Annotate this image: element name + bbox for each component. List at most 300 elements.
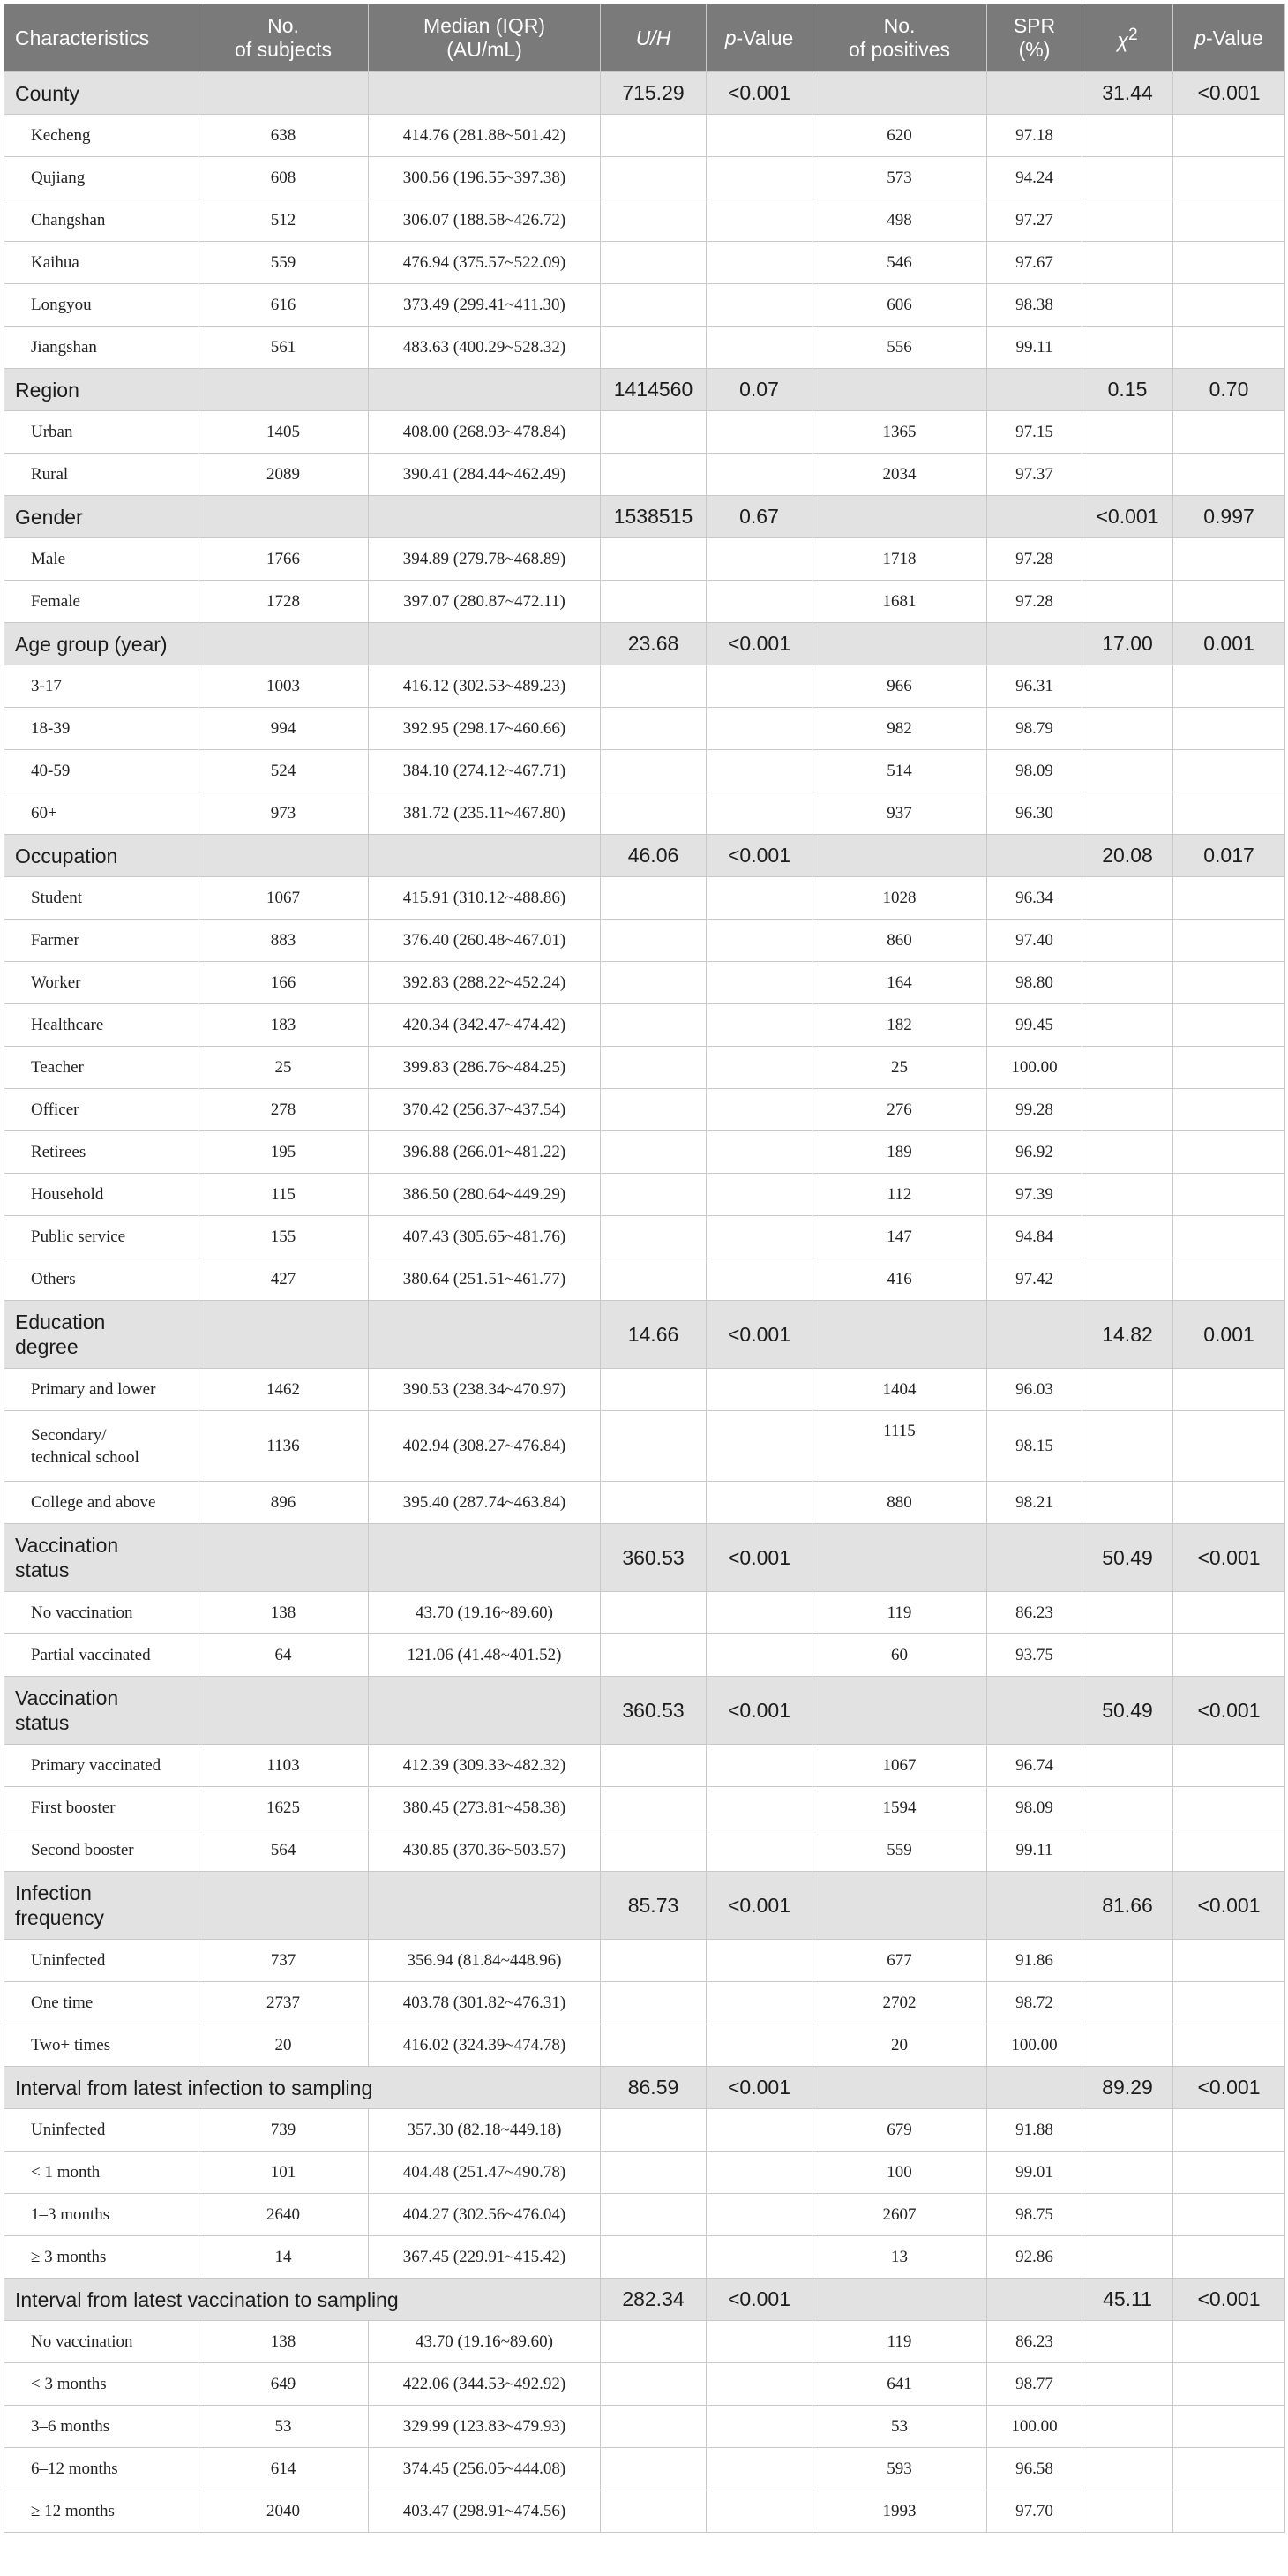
empty-cell bbox=[369, 72, 601, 115]
empty-cell bbox=[707, 115, 812, 157]
median-iqr: 384.10 (274.12~467.71) bbox=[369, 750, 601, 792]
positives-count: 606 bbox=[812, 284, 987, 327]
empty-cell bbox=[987, 1301, 1082, 1369]
row-label: Kaihua bbox=[4, 242, 198, 284]
p-value-2: <0.001 bbox=[1173, 72, 1285, 115]
empty-cell bbox=[707, 538, 812, 581]
positives-count: 25 bbox=[812, 1047, 987, 1089]
table-body bbox=[4, 72, 1285, 2533]
median-iqr: 404.27 (302.56~476.04) bbox=[369, 2194, 601, 2236]
category-name: Education degree bbox=[4, 1301, 198, 1369]
empty-cell bbox=[1082, 1089, 1173, 1131]
empty-cell bbox=[1082, 2024, 1173, 2067]
empty-cell bbox=[987, 496, 1082, 538]
empty-cell bbox=[1173, 1634, 1285, 1677]
row-label: < 1 month bbox=[4, 2152, 198, 2194]
empty-cell bbox=[601, 199, 707, 242]
empty-cell bbox=[1173, 2194, 1285, 2236]
subjects-count: 138 bbox=[198, 1592, 369, 1634]
empty-cell bbox=[1082, 1482, 1173, 1524]
table-row bbox=[4, 1829, 1285, 1872]
uh-value: 14.66 bbox=[601, 1301, 707, 1369]
row-label: Longyou bbox=[4, 284, 198, 327]
spr-value: 97.28 bbox=[987, 581, 1082, 623]
header-positives: No. of positives bbox=[812, 4, 987, 72]
spr-value: 97.42 bbox=[987, 1258, 1082, 1301]
category-name: Interval from latest vaccination to sampling bbox=[4, 2279, 601, 2321]
empty-cell bbox=[812, 1301, 987, 1369]
empty-cell bbox=[1173, 665, 1285, 708]
empty-cell bbox=[1173, 2363, 1285, 2406]
empty-cell bbox=[707, 454, 812, 496]
empty-cell bbox=[707, 2194, 812, 2236]
positives-count: 112 bbox=[812, 1174, 987, 1216]
empty-cell bbox=[601, 327, 707, 369]
empty-cell bbox=[601, 1634, 707, 1677]
empty-cell bbox=[707, 327, 812, 369]
row-label: Partial vaccinated bbox=[4, 1634, 198, 1677]
empty-cell bbox=[1082, 2236, 1173, 2279]
chi-square-value: 45.11 bbox=[1082, 2279, 1173, 2321]
empty-cell bbox=[1082, 2152, 1173, 2194]
category-name: Age group (year) bbox=[4, 623, 198, 665]
median-iqr: 43.70 (19.16~89.60) bbox=[369, 1592, 601, 1634]
category-row bbox=[4, 369, 1285, 411]
empty-cell bbox=[601, 284, 707, 327]
median-iqr: 380.64 (251.51~461.77) bbox=[369, 1258, 601, 1301]
median-iqr: 416.12 (302.53~489.23) bbox=[369, 665, 601, 708]
empty-cell bbox=[601, 665, 707, 708]
row-label: Qujiang bbox=[4, 157, 198, 199]
subjects-count: 278 bbox=[198, 1089, 369, 1131]
empty-cell bbox=[1082, 750, 1173, 792]
positives-count: 53 bbox=[812, 2406, 987, 2448]
empty-cell bbox=[1173, 242, 1285, 284]
chi-square-value: 50.49 bbox=[1082, 1524, 1173, 1592]
subjects-count: 115 bbox=[198, 1174, 369, 1216]
spr-value: 97.40 bbox=[987, 920, 1082, 962]
empty-cell bbox=[1173, 708, 1285, 750]
empty-cell bbox=[198, 72, 369, 115]
table-row bbox=[4, 1216, 1285, 1258]
table-row bbox=[4, 792, 1285, 835]
spr-value: 91.88 bbox=[987, 2109, 1082, 2152]
positives-count: 2607 bbox=[812, 2194, 987, 2236]
positives-count: 880 bbox=[812, 1482, 987, 1524]
table-row bbox=[4, 2194, 1285, 2236]
empty-cell bbox=[707, 792, 812, 835]
empty-cell bbox=[707, 962, 812, 1004]
empty-cell bbox=[707, 2321, 812, 2363]
positives-count: 1718 bbox=[812, 538, 987, 581]
spr-value: 96.03 bbox=[987, 1369, 1082, 1411]
empty-cell bbox=[812, 1677, 987, 1745]
uh-value: 86.59 bbox=[601, 2067, 707, 2109]
table-row bbox=[4, 284, 1285, 327]
subjects-count: 883 bbox=[198, 920, 369, 962]
empty-cell bbox=[1082, 1592, 1173, 1634]
empty-cell bbox=[1082, 115, 1173, 157]
subjects-count: 896 bbox=[198, 1482, 369, 1524]
spr-value: 94.84 bbox=[987, 1216, 1082, 1258]
row-label: Public service bbox=[4, 1216, 198, 1258]
subjects-count: 1405 bbox=[198, 411, 369, 454]
positives-count: 1681 bbox=[812, 581, 987, 623]
empty-cell bbox=[1173, 115, 1285, 157]
category-row bbox=[4, 835, 1285, 877]
uh-value: 282.34 bbox=[601, 2279, 707, 2321]
empty-cell bbox=[1082, 1369, 1173, 1411]
spr-value: 97.18 bbox=[987, 115, 1082, 157]
empty-cell bbox=[1173, 1131, 1285, 1174]
p-value-2: <0.001 bbox=[1173, 1524, 1285, 1592]
empty-cell bbox=[707, 1829, 812, 1872]
empty-cell bbox=[707, 1482, 812, 1524]
subjects-count: 2640 bbox=[198, 2194, 369, 2236]
table-row bbox=[4, 2490, 1285, 2533]
empty-cell bbox=[1082, 1982, 1173, 2024]
p-value-1: <0.001 bbox=[707, 1301, 812, 1369]
row-label: Student bbox=[4, 877, 198, 920]
table-row bbox=[4, 2024, 1285, 2067]
empty-cell bbox=[987, 1524, 1082, 1592]
table-row bbox=[4, 1787, 1285, 1829]
row-label: Uninfected bbox=[4, 1940, 198, 1982]
empty-cell bbox=[601, 1089, 707, 1131]
positives-count: 620 bbox=[812, 115, 987, 157]
spr-value: 99.01 bbox=[987, 2152, 1082, 2194]
spr-value: 96.31 bbox=[987, 665, 1082, 708]
positives-count: 1115 bbox=[812, 1411, 987, 1482]
empty-cell bbox=[707, 284, 812, 327]
empty-cell bbox=[707, 1089, 812, 1131]
table-row bbox=[4, 2321, 1285, 2363]
spr-value: 96.34 bbox=[987, 877, 1082, 920]
row-label: One time bbox=[4, 1982, 198, 2024]
median-iqr: 386.50 (280.64~449.29) bbox=[369, 1174, 601, 1216]
empty-cell bbox=[601, 1131, 707, 1174]
table-row bbox=[4, 2236, 1285, 2279]
spr-value: 92.86 bbox=[987, 2236, 1082, 2279]
table-row bbox=[4, 581, 1285, 623]
row-label: Kecheng bbox=[4, 115, 198, 157]
table-row bbox=[4, 2109, 1285, 2152]
table-row bbox=[4, 2363, 1285, 2406]
empty-cell bbox=[601, 2194, 707, 2236]
spr-value: 86.23 bbox=[987, 1592, 1082, 1634]
subjects-count: 64 bbox=[198, 1634, 369, 1677]
spr-value: 86.23 bbox=[987, 2321, 1082, 2363]
empty-cell bbox=[707, 1174, 812, 1216]
empty-cell bbox=[601, 1592, 707, 1634]
positives-count: 416 bbox=[812, 1258, 987, 1301]
empty-cell bbox=[1173, 1174, 1285, 1216]
positives-count: 2034 bbox=[812, 454, 987, 496]
empty-cell bbox=[1082, 1047, 1173, 1089]
subjects-count: 614 bbox=[198, 2448, 369, 2490]
table-row bbox=[4, 1047, 1285, 1089]
median-iqr: 396.88 (266.01~481.22) bbox=[369, 1131, 601, 1174]
p-value-2: 0.001 bbox=[1173, 1301, 1285, 1369]
category-row bbox=[4, 496, 1285, 538]
table-row bbox=[4, 1592, 1285, 1634]
empty-cell bbox=[369, 835, 601, 877]
empty-cell bbox=[1173, 581, 1285, 623]
spr-value: 99.11 bbox=[987, 1829, 1082, 1872]
row-label: Secondary/ technical school bbox=[4, 1411, 198, 1482]
spr-value: 98.77 bbox=[987, 2363, 1082, 2406]
subjects-count: 25 bbox=[198, 1047, 369, 1089]
empty-cell bbox=[601, 411, 707, 454]
empty-cell bbox=[707, 242, 812, 284]
empty-cell bbox=[369, 1524, 601, 1592]
empty-cell bbox=[707, 750, 812, 792]
p-value-2: 0.997 bbox=[1173, 496, 1285, 538]
empty-cell bbox=[812, 1524, 987, 1592]
empty-cell bbox=[601, 1482, 707, 1524]
empty-cell bbox=[601, 1411, 707, 1482]
empty-cell bbox=[198, 1301, 369, 1369]
row-label: 18-39 bbox=[4, 708, 198, 750]
empty-cell bbox=[601, 242, 707, 284]
empty-cell bbox=[707, 1634, 812, 1677]
empty-cell bbox=[601, 2363, 707, 2406]
empty-cell bbox=[1173, 1745, 1285, 1787]
empty-cell bbox=[707, 2109, 812, 2152]
empty-cell bbox=[1082, 538, 1173, 581]
empty-cell bbox=[369, 496, 601, 538]
row-label: Healthcare bbox=[4, 1004, 198, 1047]
empty-cell bbox=[601, 1369, 707, 1411]
median-iqr: 408.00 (268.93~478.84) bbox=[369, 411, 601, 454]
subjects-count: 564 bbox=[198, 1829, 369, 1872]
p-value-1: 0.67 bbox=[707, 496, 812, 538]
header-chi-letter: χ bbox=[1117, 28, 1128, 52]
empty-cell bbox=[1082, 1004, 1173, 1047]
subjects-count: 138 bbox=[198, 2321, 369, 2363]
category-name: Interval from latest infection to sampling bbox=[4, 2067, 601, 2109]
p-value-2: <0.001 bbox=[1173, 1872, 1285, 1940]
median-iqr: 430.85 (370.36~503.57) bbox=[369, 1829, 601, 1872]
p-value-2: <0.001 bbox=[1173, 2279, 1285, 2321]
empty-cell bbox=[987, 369, 1082, 411]
empty-cell bbox=[707, 2236, 812, 2279]
row-label: Uninfected bbox=[4, 2109, 198, 2152]
empty-cell bbox=[1173, 2448, 1285, 2490]
empty-cell bbox=[1173, 1258, 1285, 1301]
empty-cell bbox=[987, 1872, 1082, 1940]
empty-cell bbox=[601, 1004, 707, 1047]
empty-cell bbox=[1082, 199, 1173, 242]
category-row bbox=[4, 72, 1285, 115]
empty-cell bbox=[812, 369, 987, 411]
header-p-rest: -Value bbox=[1206, 26, 1263, 49]
empty-cell bbox=[1082, 284, 1173, 327]
empty-cell bbox=[1173, 2024, 1285, 2067]
empty-cell bbox=[987, 72, 1082, 115]
empty-cell bbox=[1082, 2321, 1173, 2363]
empty-cell bbox=[1082, 327, 1173, 369]
empty-cell bbox=[601, 1982, 707, 2024]
empty-cell bbox=[707, 665, 812, 708]
empty-cell bbox=[987, 2279, 1082, 2321]
p-value-1: <0.001 bbox=[707, 1872, 812, 1940]
spr-value: 97.15 bbox=[987, 411, 1082, 454]
table-row bbox=[4, 1745, 1285, 1787]
p-value-1: <0.001 bbox=[707, 835, 812, 877]
empty-cell bbox=[987, 623, 1082, 665]
empty-cell bbox=[1173, 1216, 1285, 1258]
empty-cell bbox=[1082, 242, 1173, 284]
median-iqr: 376.40 (260.48~467.01) bbox=[369, 920, 601, 962]
spr-value: 100.00 bbox=[987, 2024, 1082, 2067]
table-row bbox=[4, 538, 1285, 581]
spr-value: 97.37 bbox=[987, 454, 1082, 496]
median-iqr: 306.07 (188.58~426.72) bbox=[369, 199, 601, 242]
p-value-1: <0.001 bbox=[707, 1677, 812, 1745]
empty-cell bbox=[707, 708, 812, 750]
empty-cell bbox=[369, 1872, 601, 1940]
table-row bbox=[4, 665, 1285, 708]
empty-cell bbox=[707, 2152, 812, 2194]
empty-cell bbox=[601, 1787, 707, 1829]
median-iqr: 403.78 (301.82~476.31) bbox=[369, 1982, 601, 2024]
median-iqr: 402.94 (308.27~476.84) bbox=[369, 1411, 601, 1482]
subjects-count: 166 bbox=[198, 962, 369, 1004]
spr-value: 98.75 bbox=[987, 2194, 1082, 2236]
empty-cell bbox=[1082, 877, 1173, 920]
subjects-count: 155 bbox=[198, 1216, 369, 1258]
empty-cell bbox=[198, 835, 369, 877]
empty-cell bbox=[707, 1047, 812, 1089]
positives-count: 559 bbox=[812, 1829, 987, 1872]
subjects-count: 973 bbox=[198, 792, 369, 835]
positives-count: 189 bbox=[812, 1131, 987, 1174]
median-iqr: 476.94 (375.57~522.09) bbox=[369, 242, 601, 284]
median-iqr: 390.41 (284.44~462.49) bbox=[369, 454, 601, 496]
empty-cell bbox=[198, 1872, 369, 1940]
p-value-2: <0.001 bbox=[1173, 2067, 1285, 2109]
row-label: 1–3 months bbox=[4, 2194, 198, 2236]
subjects-count: 1103 bbox=[198, 1745, 369, 1787]
median-iqr: 43.70 (19.16~89.60) bbox=[369, 2321, 601, 2363]
median-iqr: 416.02 (324.39~474.78) bbox=[369, 2024, 601, 2067]
subjects-count: 2089 bbox=[198, 454, 369, 496]
empty-cell bbox=[601, 792, 707, 835]
row-label: Primary vaccinated bbox=[4, 1745, 198, 1787]
category-row bbox=[4, 1524, 1285, 1592]
p-value-1: <0.001 bbox=[707, 72, 812, 115]
p-value-1: <0.001 bbox=[707, 623, 812, 665]
row-label: Two+ times bbox=[4, 2024, 198, 2067]
table-row bbox=[4, 411, 1285, 454]
empty-cell bbox=[812, 1872, 987, 1940]
empty-cell bbox=[707, 1004, 812, 1047]
empty-cell bbox=[707, 920, 812, 962]
row-label: No vaccination bbox=[4, 2321, 198, 2363]
spr-value: 97.39 bbox=[987, 1174, 1082, 1216]
subjects-count: 1625 bbox=[198, 1787, 369, 1829]
row-label: Farmer bbox=[4, 920, 198, 962]
table-row bbox=[4, 750, 1285, 792]
table-row bbox=[4, 1369, 1285, 1411]
positives-count: 1067 bbox=[812, 1745, 987, 1787]
row-label: College and above bbox=[4, 1482, 198, 1524]
empty-cell bbox=[1082, 2490, 1173, 2533]
empty-cell bbox=[1082, 2448, 1173, 2490]
positives-count: 1365 bbox=[812, 411, 987, 454]
empty-cell bbox=[1082, 1745, 1173, 1787]
subjects-count: 1003 bbox=[198, 665, 369, 708]
empty-cell bbox=[601, 538, 707, 581]
empty-cell bbox=[1173, 1047, 1285, 1089]
table-row bbox=[4, 1258, 1285, 1301]
empty-cell bbox=[1173, 327, 1285, 369]
positives-count: 13 bbox=[812, 2236, 987, 2279]
category-name: Vaccination status bbox=[4, 1524, 198, 1592]
positives-count: 119 bbox=[812, 2321, 987, 2363]
empty-cell bbox=[1173, 411, 1285, 454]
empty-cell bbox=[198, 1677, 369, 1745]
table-row bbox=[4, 199, 1285, 242]
median-iqr: 370.42 (256.37~437.54) bbox=[369, 1089, 601, 1131]
positives-count: 937 bbox=[812, 792, 987, 835]
median-iqr: 392.83 (288.22~452.24) bbox=[369, 962, 601, 1004]
empty-cell bbox=[987, 835, 1082, 877]
row-label: Male bbox=[4, 538, 198, 581]
median-iqr: 329.99 (123.83~479.93) bbox=[369, 2406, 601, 2448]
empty-cell bbox=[707, 1369, 812, 1411]
header-median: Median (IQR) (AU/mL) bbox=[369, 4, 601, 72]
empty-cell bbox=[1082, 1940, 1173, 1982]
empty-cell bbox=[1173, 157, 1285, 199]
row-label: First booster bbox=[4, 1787, 198, 1829]
positives-count: 860 bbox=[812, 920, 987, 962]
row-label: 60+ bbox=[4, 792, 198, 835]
results-table bbox=[4, 4, 1285, 2533]
spr-value: 96.30 bbox=[987, 792, 1082, 835]
header-chi-square bbox=[1082, 4, 1173, 72]
empty-cell bbox=[812, 72, 987, 115]
table-header bbox=[4, 4, 1285, 72]
empty-cell bbox=[1173, 2406, 1285, 2448]
spr-value: 98.72 bbox=[987, 1982, 1082, 2024]
empty-cell bbox=[1082, 2109, 1173, 2152]
positives-count: 498 bbox=[812, 199, 987, 242]
median-iqr: 483.63 (400.29~528.32) bbox=[369, 327, 601, 369]
empty-cell bbox=[812, 2279, 987, 2321]
empty-cell bbox=[601, 2152, 707, 2194]
table-row bbox=[4, 1174, 1285, 1216]
positives-count: 982 bbox=[812, 708, 987, 750]
row-label: Female bbox=[4, 581, 198, 623]
positives-count: 1028 bbox=[812, 877, 987, 920]
positives-count: 60 bbox=[812, 1634, 987, 1677]
subjects-count: 649 bbox=[198, 2363, 369, 2406]
row-label: 6–12 months bbox=[4, 2448, 198, 2490]
median-iqr: 374.45 (256.05~444.08) bbox=[369, 2448, 601, 2490]
row-label: Others bbox=[4, 1258, 198, 1301]
category-row bbox=[4, 1872, 1285, 1940]
empty-cell bbox=[1173, 2152, 1285, 2194]
empty-cell bbox=[1173, 1787, 1285, 1829]
row-label: Household bbox=[4, 1174, 198, 1216]
empty-cell bbox=[707, 1592, 812, 1634]
empty-cell bbox=[1173, 2236, 1285, 2279]
empty-cell bbox=[1082, 792, 1173, 835]
subjects-count: 195 bbox=[198, 1131, 369, 1174]
spr-value: 98.09 bbox=[987, 750, 1082, 792]
